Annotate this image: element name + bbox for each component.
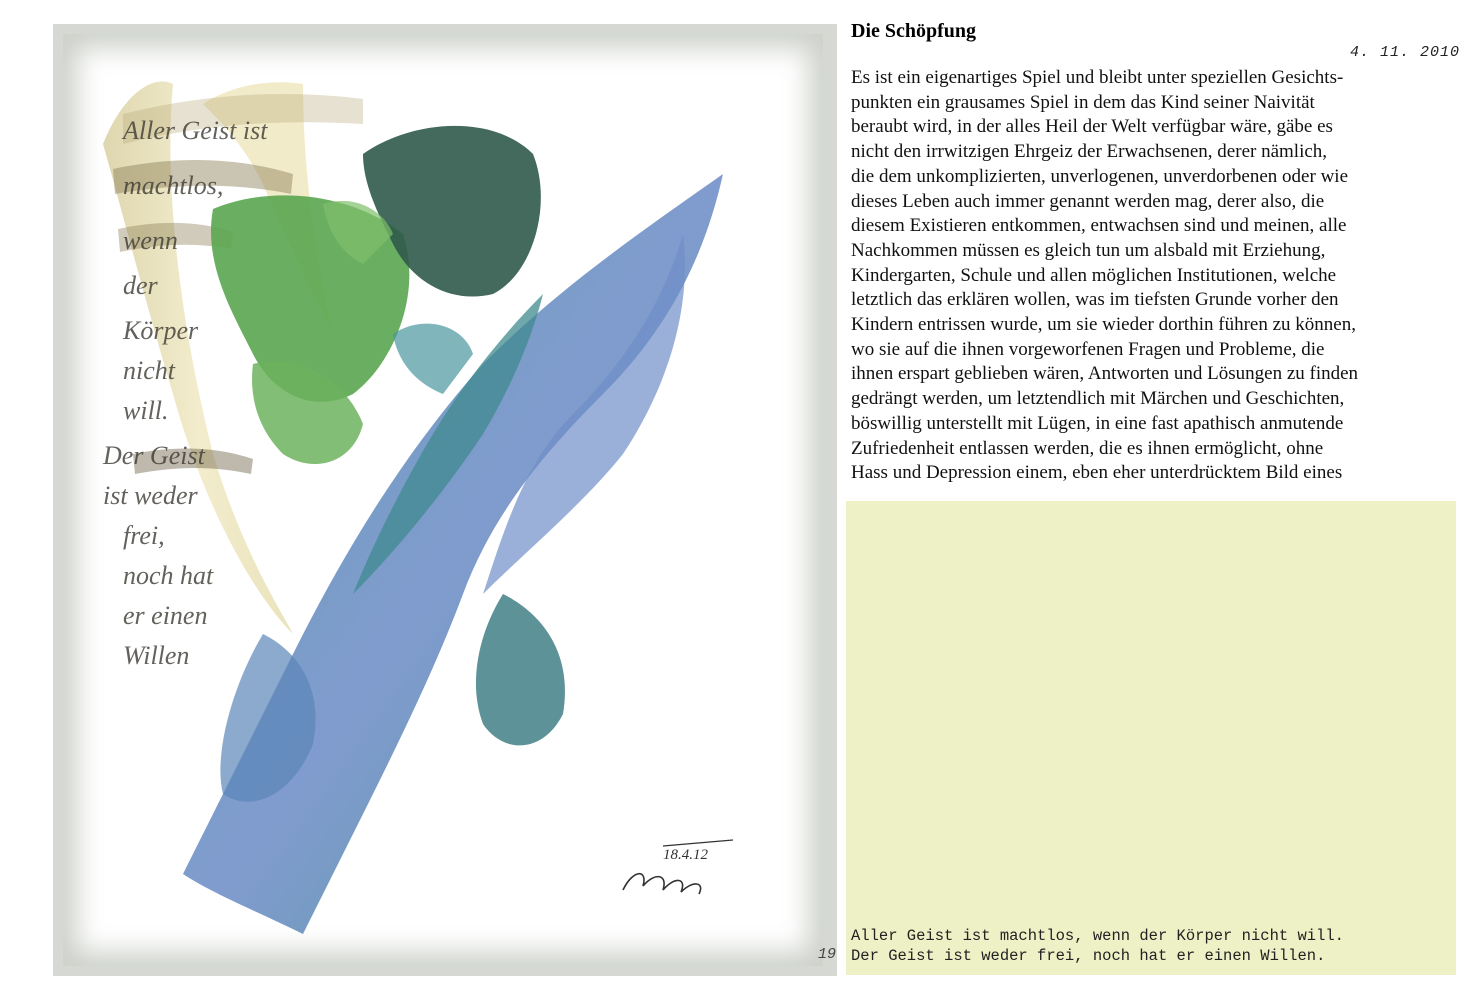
body-line: wo sie auf die ihnen vorgeworfenen Fragen und Probleme, die [851, 338, 1325, 360]
handwriting-line: Der Geist [103, 441, 205, 470]
abstract-painting [63, 34, 823, 966]
handwriting-line: Willen [123, 641, 190, 670]
artwork-paper [63, 34, 823, 966]
handwriting-line: er einen [123, 601, 208, 630]
body-line: böswillig unterstellt mit Lügen, in eine fast apathisch anmutende [851, 412, 1344, 434]
body-line: ihnen erspart geblieben wären, Antworten und Lösungen zu finden [851, 363, 1359, 385]
body-line: beraubt wird, in der alles Heil der Welt verfügbar wäre, gäbe es [851, 116, 1333, 138]
body-line: Zufriedenheit entlassen werden, die es ihnen ermöglicht, ohne [851, 437, 1324, 459]
page-title: Die Schöpfung [851, 20, 977, 42]
page-number: 19 [817, 946, 836, 963]
body-line: Es ist ein eigenartiges Spiel und bleibt unter speziellen Gesichts- [851, 67, 1344, 88]
handwriting-line: Aller Geist ist [123, 116, 268, 145]
body-line: diesem Existieren entkommen, entwachsen sind und meinen, alle [851, 215, 1347, 237]
body-line: die dem unkomplizierten, unverlogenen, unverdorbenen oder wie [851, 165, 1348, 187]
body-line: Kindern entrissen wurde, um sie wieder dorthin führen zu können, [851, 314, 1356, 336]
body-text [851, 66, 1461, 486]
handwriting-line: ist weder [103, 481, 198, 510]
quote [851, 926, 1344, 966]
quote-box [846, 501, 1456, 975]
handwriting-line: der [123, 271, 158, 300]
body-line: Kindergarten, Schule und allen möglichen Institutionen, welche [851, 264, 1337, 286]
handwriting-line: will. [123, 396, 169, 425]
handwriting-line: wenn [123, 226, 178, 255]
body-line: dieses Leben auch immer genannt werden mag, derer also, die [851, 190, 1325, 212]
signature [623, 840, 733, 894]
body-line: Nachkommen müssen es gleich tun um alsbald mit Erziehung, [851, 239, 1326, 261]
body-line: Hass und Depression einem, eben eher unterdrücktem Bild eines [851, 462, 1343, 484]
quote-line: Der Geist ist weder frei, noch hat er einen Willen. [851, 947, 1326, 965]
handwriting-line: noch hat [123, 561, 214, 590]
handwriting-line: nicht [123, 356, 175, 385]
quote-line: Aller Geist ist machtlos, wenn der Körper nicht will. [851, 927, 1344, 945]
handwriting-line: Körper [123, 316, 199, 345]
body-line: nicht den irrwitzigen Ehrgeiz der Erwachsenen, derer nämlich, [851, 141, 1328, 163]
body-line: gedrängt werden, um letztendlich mit Märchen und Geschichten, [851, 388, 1345, 410]
handwriting-line: frei, [123, 521, 165, 550]
signature-date: 18.4.12 [663, 847, 708, 863]
body-line: letztlich das erklären wollen, was im tiefsten Grunde vorher den [851, 289, 1339, 311]
date-label: 4. 11. 2010 [1349, 44, 1460, 61]
handwriting-line: machtlos, [123, 171, 224, 200]
artwork-frame [53, 24, 837, 976]
body-line: punkten ein grausames Spiel in dem das Kind seiner Naivität [851, 91, 1315, 113]
